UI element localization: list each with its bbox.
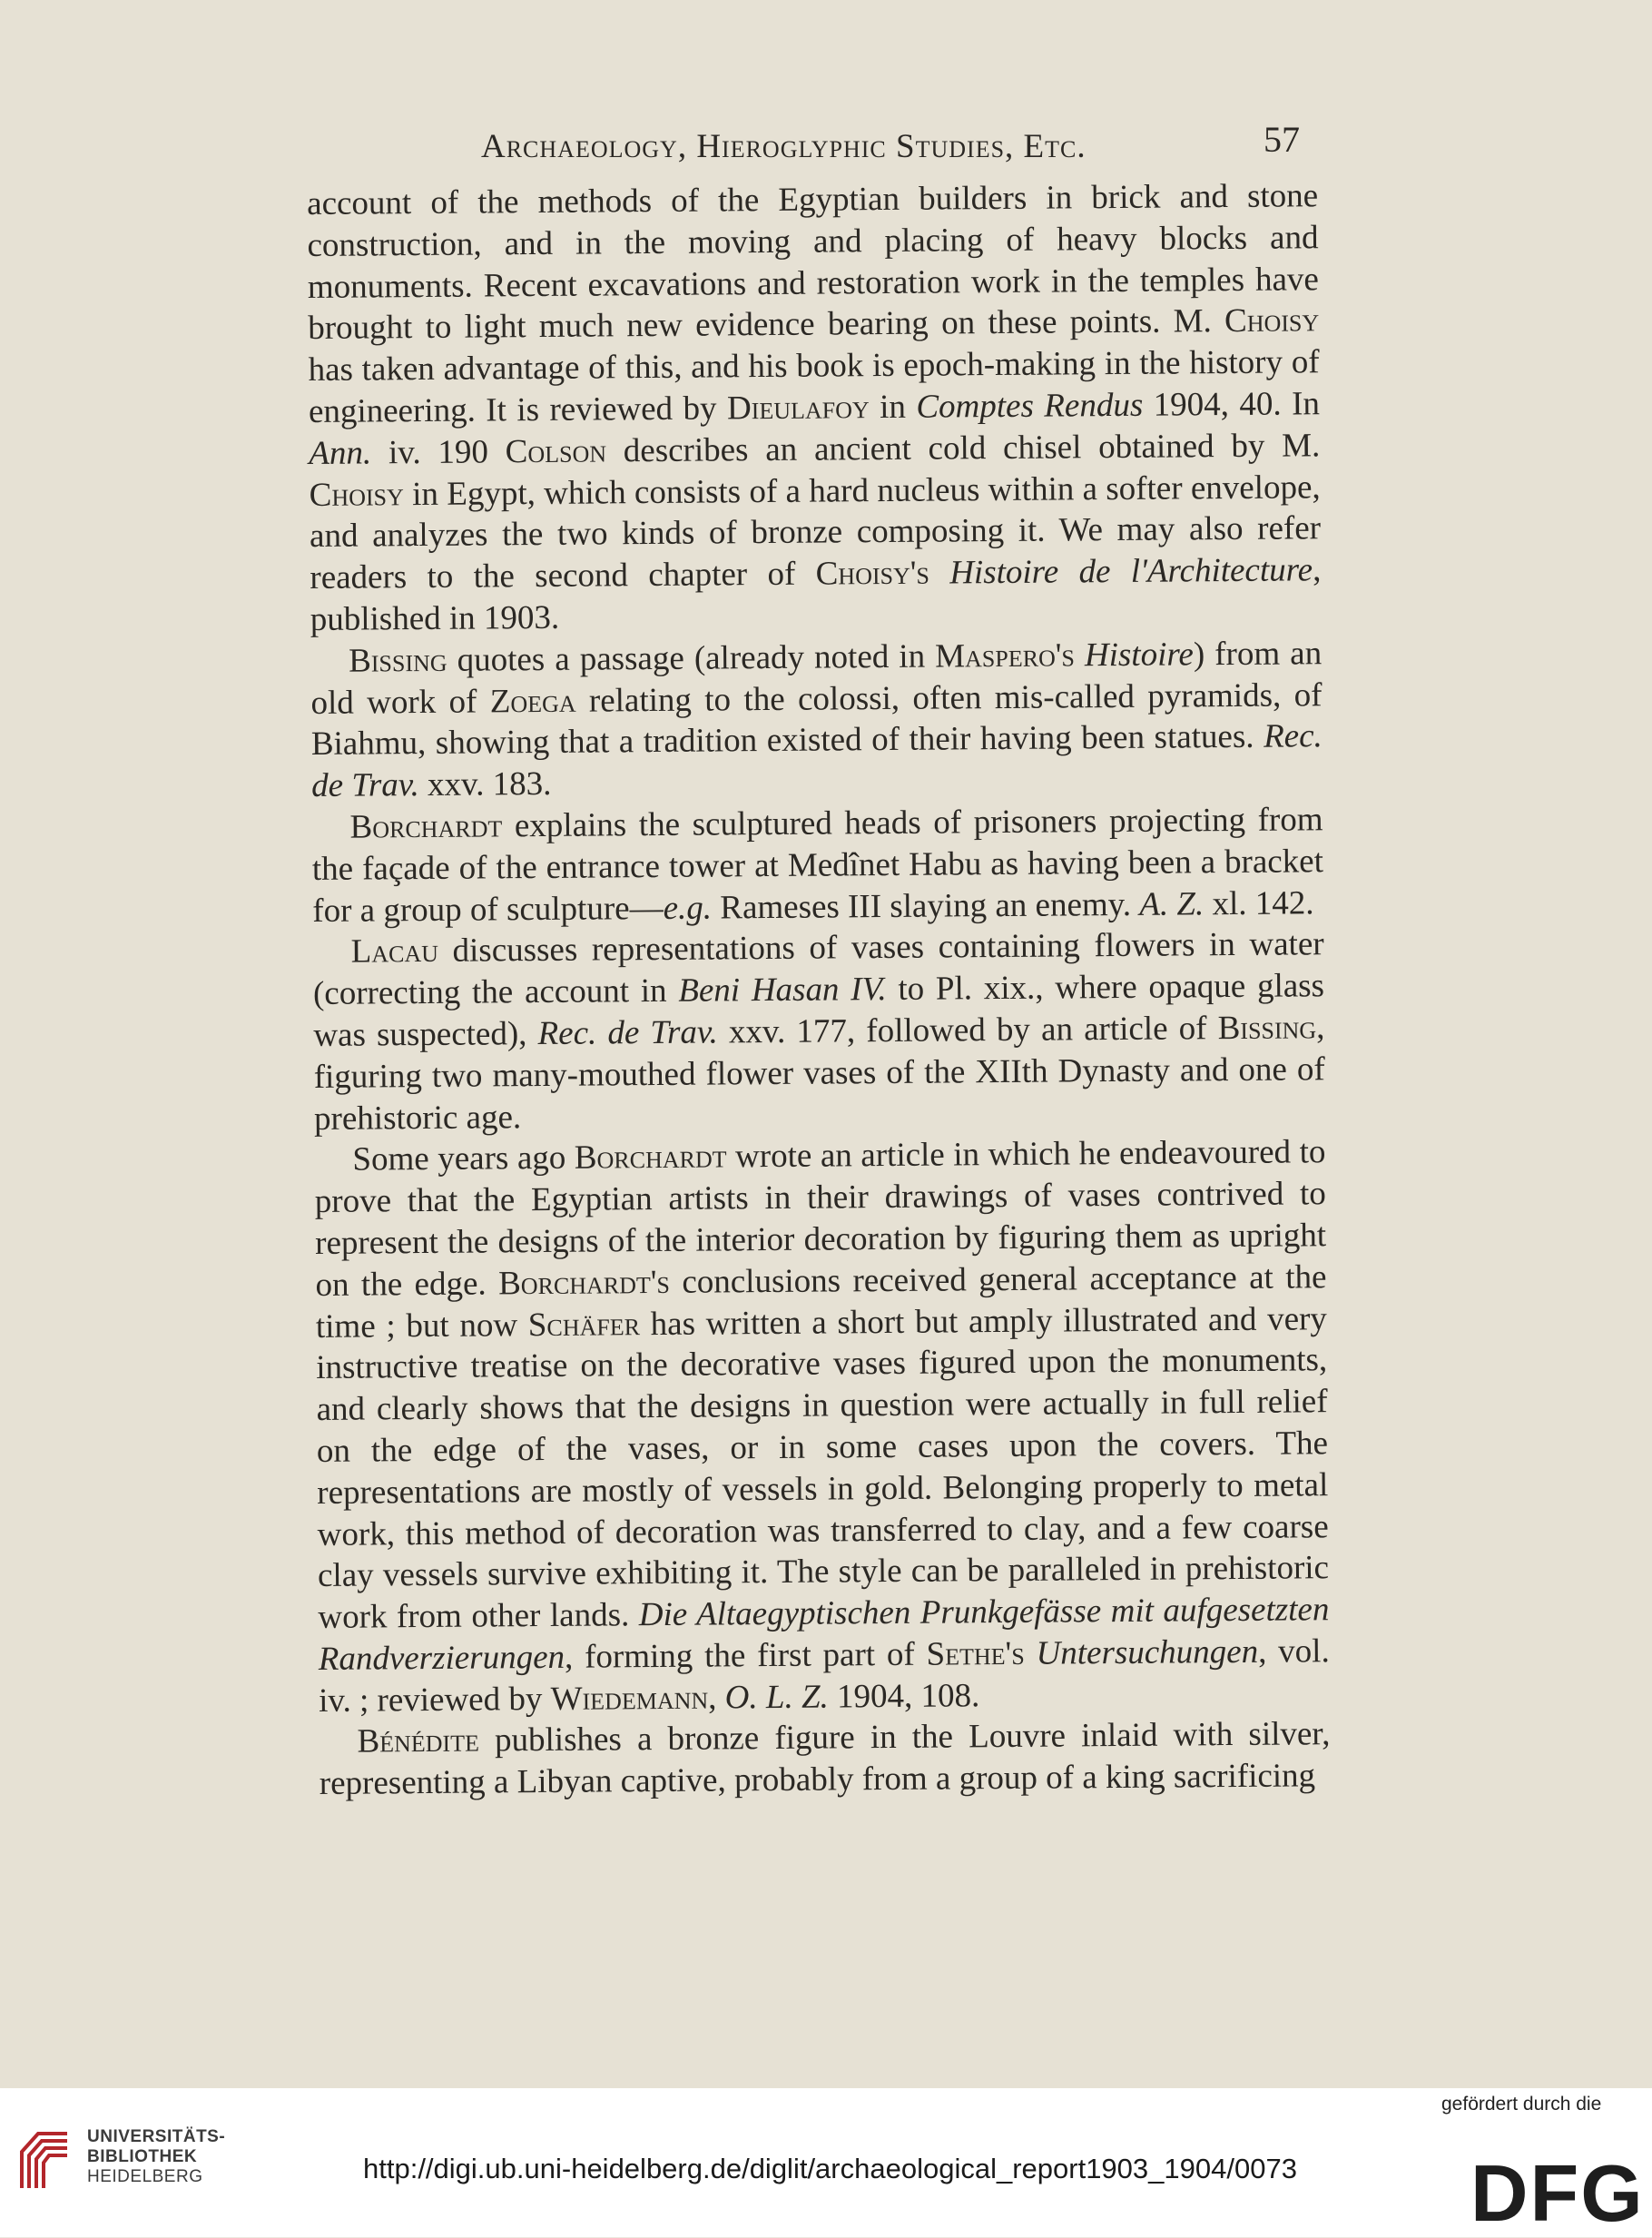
- paragraph: Lacau discusses representations of vases containing flowers in water (correcting the account in Beni Hasan IV. to Pl. xix., where opaque glass was suspected), Rec. de Trav. xxv. 177, followed by an article of Bissing, figuring two many-mouthed flower vases of the XIIth Dynasty and one of prehistoric age.: [312, 925, 1325, 1138]
- paragraph: Borchardt explains the sculptured heads of prisoners projecting from the façade of the entrance tower at Medînet Habu as having been a bracket for a group of sculpture—e.g. Rameses III slaying an enemy. A. Z. xl. 142.: [311, 801, 1324, 930]
- library-logo-icon: [16, 2125, 73, 2190]
- paragraph: Bissing quotes a passage (already noted in Maspero's Histoire) from an old work of Zoega relating to the colossi, often mis-called pyramids, of Biahmu, showing that a tradition existed of their having been statues. Rec. de Trav. xxv. 183.: [310, 635, 1323, 805]
- body-text: [307, 175, 1331, 1805]
- page-number: 57: [1264, 119, 1300, 160]
- paragraph: account of the methods of the Egyptian builders in brick and stone construction, and in the moving and placing of heavy blocks and monuments. Recent excavations and restoration work in the temples have brought to light much new evidence bearing on these points. M. Choisy has taken advantage of this, and his book is epoch-making in the history of engineering. It is reviewed by Dieulafoy in Comptes Rendus 1904, 40. In Ann. iv. 190 Colson describes an ancient cold chisel obtained by M. Choisy in Egypt, which consists of a hard nucleus within a softer envelope, and analyzes the two kinds of bronze composing it. We may also refer readers to the second chapter of Choisy's Histoire de l'Architecture, published in 1903.: [307, 177, 1322, 638]
- paragraph: Some years ago Borchardt wrote an article in which he endeavoured to prove that the Egyptian artists in their drawings of vases contrived to represent the designs of the interior decoration by figuring them as upright on the edge. Borchardt's conclusions received general acceptance at the time ; but now Schäfer has written a short but amply illustrated and very instructive treatise on the decorative vases figured upon the monuments, and clearly shows that the designs in question were actually in full relief on the edge of the vases, or in some cases upon the covers. The representations are mostly of vessels in gold. Belonging properly to metal work, this method of decoration was transferred to clay, and a few coarse clay vessels survive exhibiting it. The style can be paralleled in prehistoric work from other lands. Die Altaegyptischen Prunkgefässe mit aufgesetzten Randverzierungen, forming the first part of Sethe's Untersuchungen, vol. iv. ; reviewed by Wiedemann, O. L. Z. 1904, 108.: [314, 1133, 1330, 1720]
- source-url-link[interactable]: http://digi.ub.uni-heidelberg.de/diglit/archaeological_report1903_1904/0073: [363, 2153, 1297, 2184]
- library-name: UNIVERSITÄTS- BIBLIOTHEK HEIDELBERG: [87, 2127, 226, 2186]
- sponsor-label: gefördert durch die: [1441, 2094, 1602, 2115]
- paragraph: Bénédite publishes a bronze figure in the Louvre inlaid with silver, representing a Libyan captive, probably from a group of a king sacrificing: [319, 1715, 1331, 1803]
- dfg-logo: DFG: [1470, 2148, 1645, 2238]
- running-head: Archaeology, Hieroglyphic Studies, Etc.: [481, 128, 1087, 165]
